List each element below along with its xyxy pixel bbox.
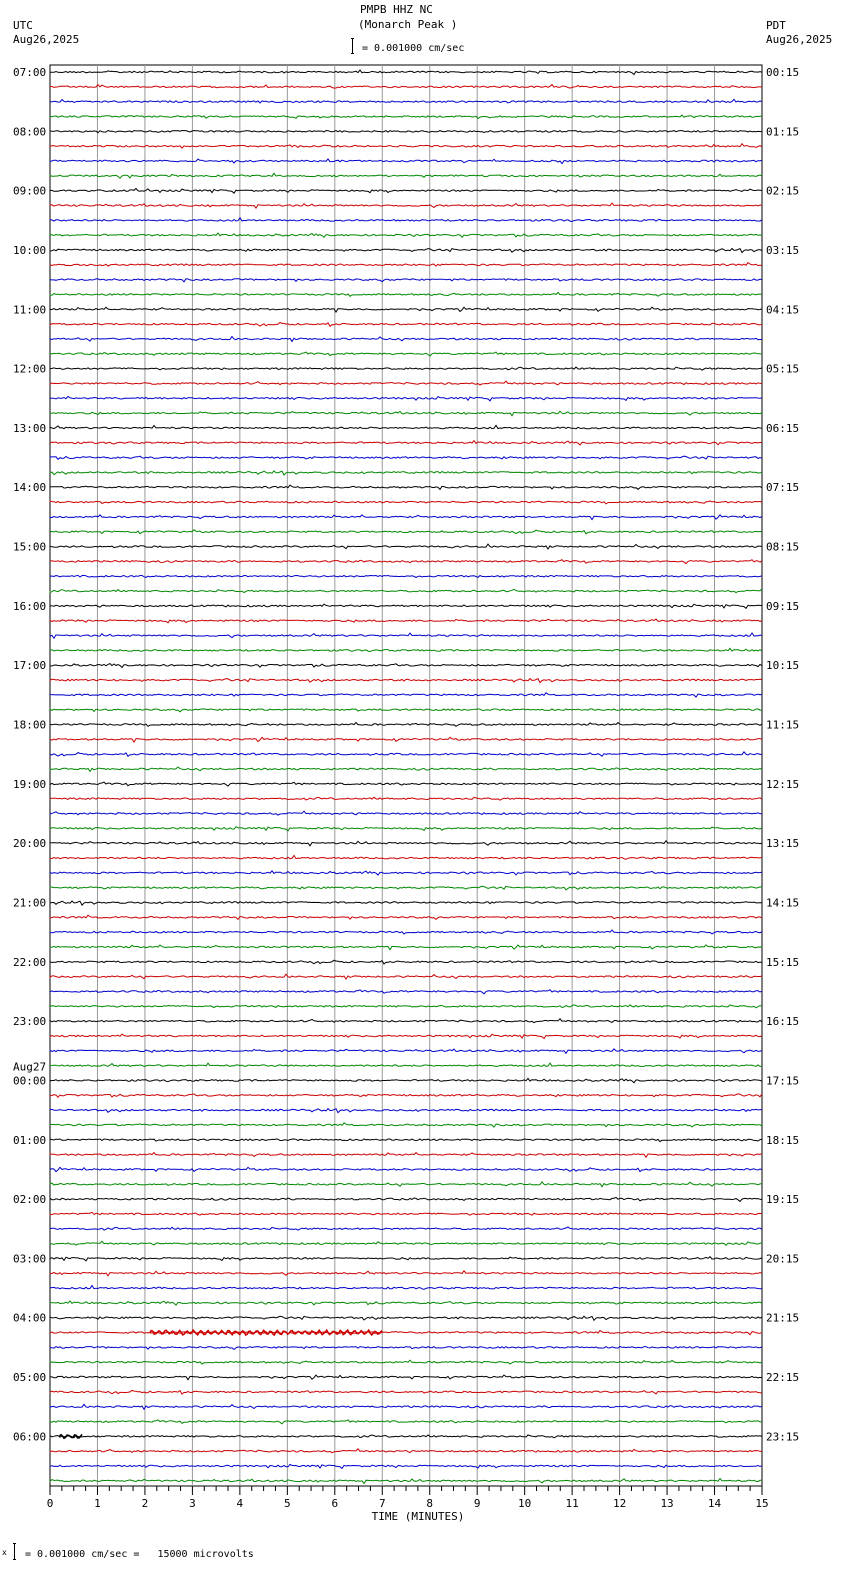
trace-line: [50, 396, 762, 400]
left-hour-label: 17:00: [13, 659, 47, 673]
trace-line: [50, 679, 762, 683]
left-hour-label: 21:00: [13, 896, 47, 910]
trace-line: [50, 85, 762, 89]
left-hour-label: 12:00: [13, 362, 47, 376]
station-title: PMPB HHZ NC: [360, 3, 433, 16]
left-hour-label: 09:00: [13, 184, 47, 198]
trace-line: [50, 1139, 762, 1142]
right-hour-label: 06:15: [766, 421, 800, 435]
trace-line: [50, 233, 762, 237]
right-hour-label: 13:15: [766, 837, 800, 851]
trace-line: [50, 323, 762, 327]
right-hour-label: 16:15: [766, 1015, 800, 1029]
trace-line: [50, 1271, 762, 1276]
trace-line: [50, 782, 762, 786]
trace-line: [50, 886, 762, 890]
trace-line: [50, 1123, 762, 1127]
trace-line: [50, 1435, 762, 1438]
trace-line: [50, 1109, 762, 1113]
trace-line: [50, 1212, 762, 1215]
trace-line: [50, 871, 762, 875]
right-hour-label: 07:15: [766, 481, 800, 495]
left-hour-label: 15:00: [13, 540, 47, 554]
left-hour-label: 05:00: [13, 1371, 47, 1385]
left-hour-label: 20:00: [13, 837, 47, 851]
right-timezone: PDT: [766, 19, 786, 32]
trace-line: [50, 1464, 762, 1468]
trace-line: [50, 337, 762, 342]
trace-line: [50, 1153, 762, 1158]
trace-line: [50, 709, 762, 712]
x-tick-label: 11: [565, 1497, 579, 1510]
trace-line: [50, 352, 762, 356]
footer-scale-bar-icon: [13, 1543, 16, 1560]
trace-line: [50, 456, 762, 459]
footer-scale-note: = 0.001000 cm/sec = 15000 microvolts: [25, 1549, 254, 1560]
left-hour-label: 06:00: [13, 1430, 47, 1444]
trace-line: [50, 1390, 762, 1394]
trace-line: [50, 189, 762, 194]
trace-line: [50, 203, 762, 208]
trace-line: [50, 693, 762, 697]
trace-line: [50, 723, 762, 727]
trace-line: [50, 945, 762, 950]
left-hour-label: 23:00: [13, 1015, 47, 1029]
trace-line: [50, 752, 762, 757]
trace-line: [50, 648, 762, 651]
trace-line: [50, 1449, 762, 1453]
trace-line: [50, 619, 762, 623]
right-hour-label: 21:15: [766, 1311, 800, 1325]
trace-line: [50, 1375, 762, 1380]
left-timezone: UTC: [13, 19, 33, 32]
trace-line: [50, 249, 762, 253]
trace-line: [50, 292, 762, 296]
left-hour-label: 00:00: [13, 1074, 47, 1088]
left-hour-label: 14:00: [13, 481, 47, 495]
trace-line: [50, 1005, 762, 1008]
x-tick-label: 15: [755, 1497, 769, 1510]
trace-line: [50, 1479, 762, 1484]
trace-line: [50, 515, 762, 520]
x-tick-label: 2: [141, 1497, 149, 1510]
right-date: Aug26,2025: [766, 33, 833, 46]
trace-line: [50, 1286, 762, 1290]
left-hour-label: 16:00: [13, 599, 47, 613]
trace-line: [50, 589, 762, 593]
trace-line: [50, 811, 762, 815]
right-hour-label: 08:15: [766, 540, 800, 554]
trace-line: [50, 99, 762, 103]
right-hour-label: 03:15: [766, 243, 800, 257]
left-hour-label: 07:00: [13, 66, 47, 79]
trace-line: [50, 1019, 762, 1023]
trace-line: [50, 1034, 762, 1038]
trace-line: [50, 1316, 762, 1320]
right-hour-label: 05:15: [766, 362, 800, 376]
trace-line: [50, 425, 762, 428]
right-hour-label: 11:15: [766, 718, 800, 732]
trace-line: [50, 381, 762, 385]
trace-line: [50, 797, 762, 800]
right-hour-label: 14:15: [766, 896, 800, 910]
right-hour-label: 01:15: [766, 125, 800, 139]
x-tick-label: 5: [284, 1497, 291, 1510]
left-hour-label: 11:00: [13, 303, 47, 317]
trace-line: [50, 441, 762, 445]
trace-line: [50, 1182, 762, 1187]
right-hour-label: 22:15: [766, 1371, 800, 1385]
x-tick-label: 0: [46, 1497, 54, 1510]
x-tick-label: 6: [331, 1497, 339, 1510]
x-tick-label: 13: [660, 1497, 674, 1510]
right-hour-label: 18:15: [766, 1133, 800, 1147]
trace-line: [50, 664, 762, 668]
right-hour-label: 12:15: [766, 777, 800, 791]
trace-line: [50, 144, 762, 148]
left-hour-label: 04:00: [13, 1311, 47, 1325]
trace-line: [50, 279, 762, 282]
trace-line: [50, 1347, 762, 1350]
footer-marker: x: [2, 1548, 7, 1557]
trace-line: [50, 367, 762, 370]
trace-line: [50, 930, 762, 934]
trace-line: [50, 1420, 762, 1424]
left-hour-label: 13:00: [13, 421, 47, 435]
x-tick-label: 10: [518, 1497, 532, 1510]
trace-line: [50, 767, 762, 772]
trace-line: [50, 159, 762, 164]
left-hour-label: 01:00: [13, 1133, 47, 1147]
x-tick-label: 3: [189, 1497, 196, 1510]
x-tick-label: 12: [612, 1497, 627, 1510]
trace-line: [50, 737, 762, 742]
right-hour-label: 02:15: [766, 184, 800, 198]
trace-line: [50, 990, 762, 994]
trace-line: [50, 501, 762, 504]
trace-line: [50, 1063, 762, 1066]
x-tick-label: 7: [378, 1497, 386, 1510]
x-tick-label: 4: [236, 1497, 244, 1510]
left-hour-label: 08:00: [13, 125, 47, 139]
trace-line: [50, 131, 762, 133]
x-tick-label: 14: [707, 1497, 722, 1510]
trace-line: [50, 856, 762, 860]
x-tick-label: 9: [473, 1497, 481, 1510]
right-hour-label: 20:15: [766, 1252, 800, 1266]
x-tick-label: 8: [426, 1497, 434, 1510]
trace-line: [50, 575, 762, 577]
left-hour-label: 10:00: [13, 243, 47, 257]
x-tick-label: 1: [94, 1497, 101, 1510]
left-hour-label: 03:00: [13, 1252, 47, 1266]
left-hour-label: 02:00: [13, 1193, 47, 1207]
trace-line: [50, 1241, 762, 1245]
trace-line: [50, 1078, 762, 1082]
footer-scale: [2, 1543, 302, 1561]
right-hour-label: 04:15: [766, 303, 800, 317]
trace-line: [50, 485, 762, 489]
trace-line: [50, 841, 762, 846]
scale-label: = 0.001000 cm/sec: [362, 43, 465, 54]
date-change-label: Aug27: [13, 1060, 47, 1074]
trace-line: [50, 307, 762, 312]
right-hour-label: 17:15: [766, 1074, 800, 1088]
trace-line: [50, 1167, 762, 1171]
trace-line: [50, 901, 762, 905]
right-hour-label: 19:15: [766, 1193, 800, 1207]
trace-line: [50, 70, 762, 74]
trace-line: [50, 1094, 762, 1097]
left-date: Aug26,2025: [13, 33, 80, 46]
left-hour-label: 22:00: [13, 955, 47, 969]
trace-line: [50, 1197, 762, 1201]
trace-line: [50, 471, 762, 475]
trace-line: [50, 960, 762, 964]
trace-line: [50, 218, 762, 222]
right-hour-label: 09:15: [766, 599, 800, 613]
trace-line: [50, 827, 762, 831]
trace-line: [50, 604, 762, 608]
right-hour-label: 23:15: [766, 1430, 800, 1444]
trace-line: [50, 263, 762, 267]
trace-line: [50, 544, 762, 549]
trace-line: [50, 173, 762, 178]
trace-line: [50, 560, 762, 564]
trace-line: [50, 633, 762, 638]
trace-line: [50, 1301, 762, 1305]
right-hour-label: 15:15: [766, 955, 800, 969]
trace-line: [50, 1227, 762, 1230]
left-hour-label: 18:00: [13, 718, 47, 732]
trace-line: [50, 411, 762, 416]
x-axis-label: TIME (MINUTES): [371, 1510, 465, 1523]
trace-line: [50, 1404, 762, 1409]
right-hour-label: 10:15: [766, 659, 800, 673]
trace-line: [50, 115, 762, 118]
trace-line: [50, 1049, 762, 1054]
trace-line: [50, 530, 762, 534]
trace-line: [50, 1257, 762, 1261]
left-hour-label: 19:00: [13, 777, 47, 791]
trace-line: [50, 974, 762, 979]
trace-line: [50, 915, 762, 919]
location-title: (Monarch Peak ): [358, 18, 458, 31]
trace-line: [50, 1360, 762, 1364]
right-hour-label: 00:15: [766, 66, 800, 79]
